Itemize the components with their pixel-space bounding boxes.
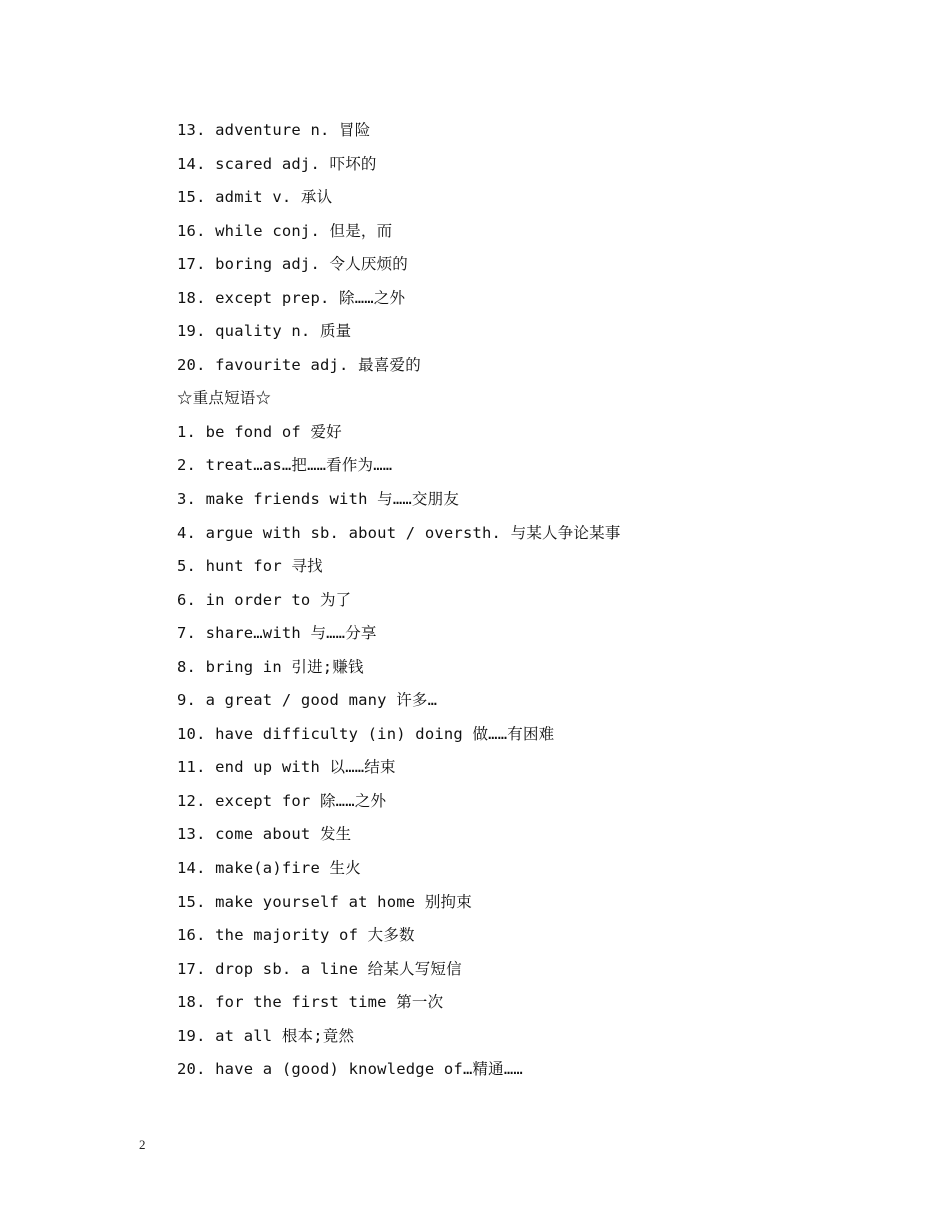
vocab-item-17: 17. boring adj. 令人厌烦的 [177, 255, 409, 274]
phrase-item-3: 3. make friends with 与……交朋友 [177, 490, 460, 509]
phrase-item-8: 8. bring in 引进;赚钱 [177, 657, 364, 676]
page-number: 2 [139, 1137, 146, 1152]
phrase-item-19: 19. at all 根本;竟然 [177, 1026, 355, 1045]
phrase-item-6: 6. in order to 为了 [177, 590, 352, 609]
phrase-item-12: 12. except for 除……之外 [177, 791, 387, 810]
phrase-item-18: 18. for the first time 第一次 [177, 993, 444, 1012]
phrase-item-11: 11. end up with 以……结束 [177, 758, 396, 777]
phrase-item-9: 9. a great / good many 许多… [177, 691, 438, 710]
content-lines [177, 117, 897, 1090]
vocab-item-20: 20. favourite adj. 最喜爱的 [177, 355, 421, 374]
phrase-item-1: 1. be fond of 爱好 [177, 422, 342, 441]
vocab-item-14: 14. scared adj. 吓坏的 [177, 154, 377, 173]
phrase-item-16: 16. the majority of 大多数 [177, 926, 415, 945]
phrase-item-13: 13. come about 发生 [177, 825, 352, 844]
phrase-item-7: 7. share…with 与……分享 [177, 624, 377, 643]
phrase-item-15: 15. make yourself at home 别拘束 [177, 892, 472, 911]
phrase-item-5: 5. hunt for 寻找 [177, 557, 323, 576]
vocab-item-13: 13. adventure n. 冒险 [177, 121, 371, 139]
phrase-item-2: 2. treat…as…把……看作为…… [177, 456, 393, 475]
phrases-heading: ☆重点短语☆ [177, 389, 272, 408]
vocab-item-19: 19. quality n. 质量 [177, 322, 352, 341]
phrase-item-10: 10. have difficulty (in) doing 做……有困难 [177, 724, 555, 743]
phrase-item-20: 20. have a (good) knowledge of…精通…… [177, 1060, 523, 1079]
vocab-item-18: 18. except prep. 除……之外 [177, 288, 406, 307]
phrase-item-4: 4. argue with sb. about / oversth. 与某人争论某事 [177, 523, 621, 542]
phrase-item-14: 14. make(a)fire 生火 [177, 859, 361, 878]
phrase-item-17: 17. drop sb. a line 给某人写短信 [177, 959, 462, 978]
vocab-item-16: 16. while conj. 但是，而 [177, 221, 393, 240]
vocab-item-15: 15. admit v. 承认 [177, 188, 333, 207]
